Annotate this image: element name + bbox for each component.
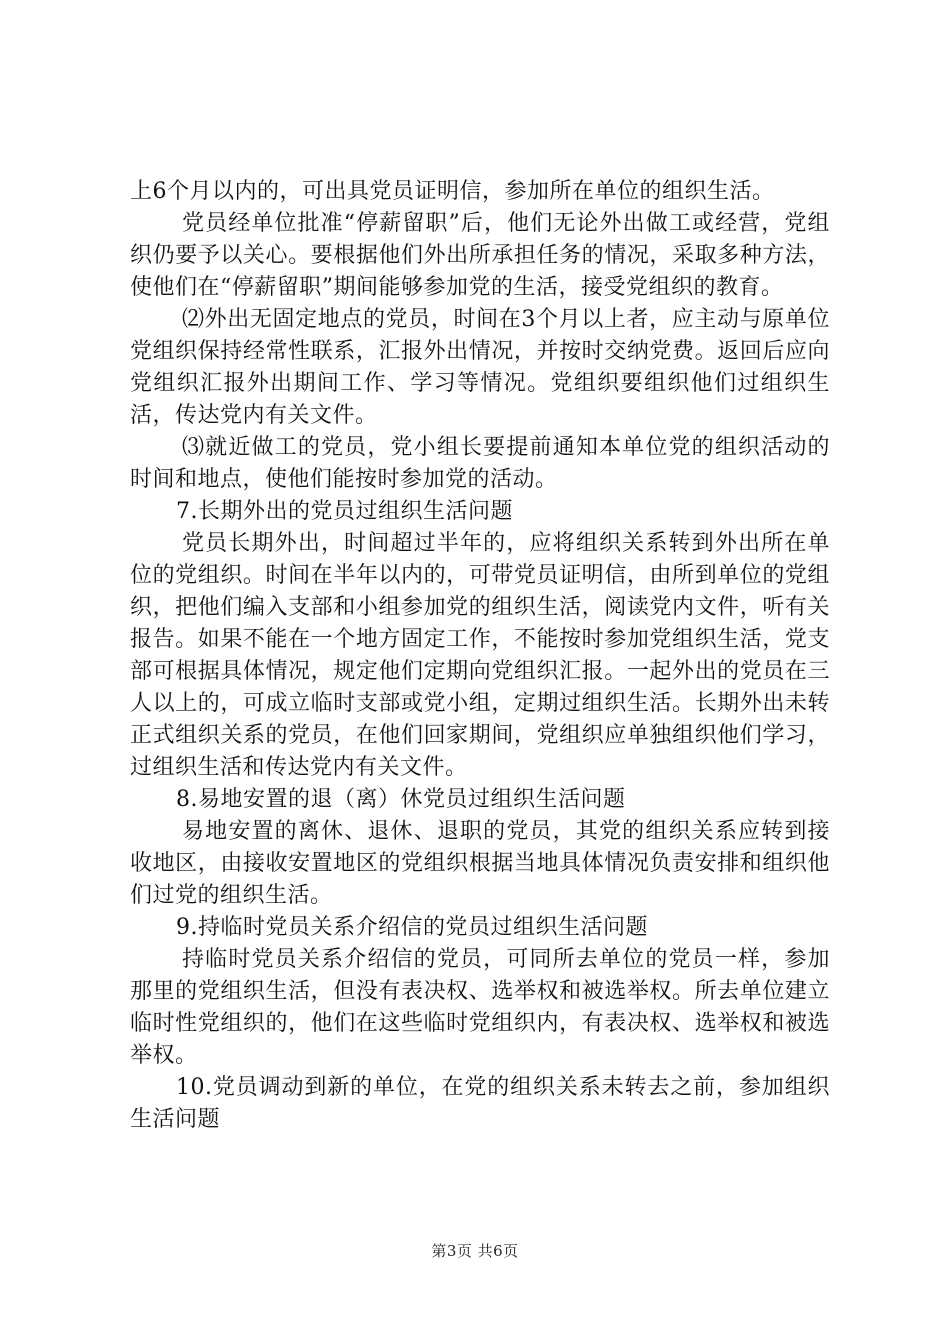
section-heading-7: 7.长期外出的党员过组织生活问题 [176,499,513,524]
paragraph-item-2: ⑵外出无固定地点的党员，时间在3个月以上者，应主动与原单位党组织保持经常性联系，汇报外出情况，并按时交纳党费。返回后应向党组织汇报外出期间工作、学习等情况。党组织要组织他们过组织生活，传达党内有关文件。 [130,307,830,428]
section-heading-9: 9.持临时党员关系介绍信的党员过组织生活问题 [176,915,648,940]
paragraph-item-3: ⑶就近做工的党员，党小组长要提前通知本单位党的组织活动的时间和地点，使他们能按时参加党的活动。 [130,435,830,492]
section-heading-8: 8.易地安置的退（离）休党员过组织生活问题 [176,787,626,812]
document-body [130,176,830,1136]
paragraph-unpaid-leave: 党员经单位批准“停薪留职”后，他们无论外出做工或经营，党组织仍要予以关心。要根据他们外出所承担任务的情况，采取多种方法，使他们在“停薪留职”期间能够参加党的生活，接受党组织的教育。 [130,211,830,300]
section-heading-10: 10.党员调动到新的单位，在党的组织关系未转去之前，参加组织生活问题 [130,1075,830,1132]
paragraph-long-term-absence: 党员长期外出，时间超过半年的，应将组织关系转到外出所在单位的党组织。时间在半年以内的，可带党员证明信，由所到单位的党组织，把他们编入支部和小组参加党的组织生活，阅读党内文件，听有关报告。如果不能在一个地方固定工作，不能按时参加党组织生活，党支部可根据具体情况，规定他们定期向党组织汇报。一起外出的党员在三人以上的，可成立临时支部或党小组，定期过组织生活。长期外出未转正式组织关系的党员，在他们回家期间，党组织应单独组织他们学习，过组织生活和传达党内有关文件。 [130,531,830,780]
page-number-footer: 第3页 共6页 [431,1242,519,1260]
paragraph-temporary-letter: 持临时党员关系介绍信的党员，可同所去单位的党员一样，参加那里的党组织生活，但没有表决权、选举权和被选举权。所去单位建立临时性党组织的，他们在这些临时党组织内，有表决权、选举权和被选举权。 [130,947,830,1068]
paragraph-continuation: 上6个月以内的，可出具党员证明信，参加所在单位的组织生活。 [130,179,775,204]
paragraph-retired-relocation: 易地安置的离休、退休、退职的党员，其党的组织关系应转到接收地区，由接收安置地区的党组织根据当地具体情况负责安排和组织他们过党的组织生活。 [130,819,830,908]
